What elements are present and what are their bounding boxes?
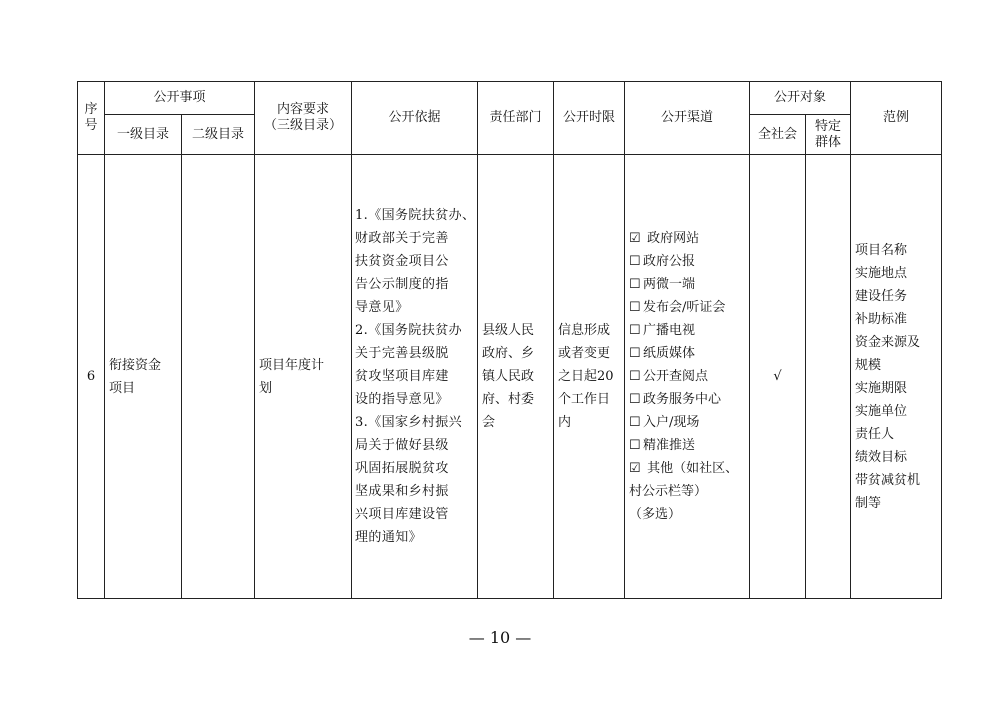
channel-option: ☑ 政府网站 xyxy=(629,227,745,250)
checkbox-icon: ☐ xyxy=(629,369,641,384)
checkbox-icon: ☐ xyxy=(629,323,641,338)
header-level1: 一级目录 xyxy=(105,115,182,155)
checkbox-icon: ☐ xyxy=(629,415,641,430)
checkbox-icon: ☐ xyxy=(629,392,641,407)
channel-option: ☐ 精准推送 xyxy=(629,434,745,457)
header-audience-group: 公开对象 xyxy=(750,82,851,115)
header-seq: 序 号 xyxy=(78,82,105,155)
disclosure-table xyxy=(77,81,942,599)
channel-option: ☐ 发布会/听证会 xyxy=(629,296,745,319)
row-channels: ☑ 政府网站 ☐ 政府公报 ☐ 两微一端 ☐ 发布会/听证会 ☐ 广播电视 ☐ 纸质媒体 ☐ 公开查阅点 ☐ 政务服务中心 ☐ 入户/现场 ☐ 精准推送 ☑ 其他（如社区、 村公示栏等） （多选） xyxy=(625,155,750,599)
checked-box-icon: ☑ xyxy=(629,461,641,476)
channel-option: ☐ 入户/现场 xyxy=(629,411,745,434)
row-seq: 6 xyxy=(78,155,105,599)
channel-option: ☑ 其他（如社区、 xyxy=(629,457,745,480)
header-examples: 范例 xyxy=(851,82,942,155)
row-basis: 1.《国务院扶贫办、 财政部关于完善 扶贫资金项目公 告公示制度的指 导意见》 2.《国务院扶贫办 关于完善县级脱 贫攻坚项目库建 设的指导意见》 3.《国家乡村振兴 局关于做好县级 巩固拓展脱贫攻 坚成果和乡村振 兴项目库建设管 理的通知》 xyxy=(352,155,478,599)
channel-option: ☐ 两微一端 xyxy=(629,273,745,296)
header-channels: 公开渠道 xyxy=(625,82,750,155)
row-level2 xyxy=(182,155,255,599)
checkbox-icon: ☐ xyxy=(629,277,641,292)
header-time-limit: 公开时限 xyxy=(554,82,625,155)
checkbox-icon: ☐ xyxy=(629,346,641,361)
row-level1: 衔接资金 项目 xyxy=(105,155,182,599)
row-content: 项目年度计 划 xyxy=(255,155,352,599)
row-dept: 县级人民 政府、乡 镇人民政 府、村委 会 xyxy=(478,155,554,599)
checkbox-icon: ☐ xyxy=(629,438,641,453)
header-dept: 责任部门 xyxy=(478,82,554,155)
row-time-limit: 信息形成 或者变更 之日起20 个工作日 内 xyxy=(554,155,625,599)
header-content-req: 内容要求 （三级目录） xyxy=(255,82,352,155)
header-all-society: 全社会 xyxy=(750,115,806,155)
channel-option: ☐ 纸质媒体 xyxy=(629,342,745,365)
row-specific-group xyxy=(806,155,851,599)
row-examples: 项目名称 实施地点 建设任务 补助标准 资金来源及 规模 实施期限 实施单位 责任人 绩效目标 带贫减贫机 制等 xyxy=(851,155,942,599)
channel-option: ☐ 广播电视 xyxy=(629,319,745,342)
header-level2: 二级目录 xyxy=(182,115,255,155)
header-specific-group: 特定 群体 xyxy=(806,115,851,155)
checkbox-icon: ☐ xyxy=(629,254,641,269)
header-matter-group: 公开事项 xyxy=(105,82,255,115)
channel-option: ☐ 政府公报 xyxy=(629,250,745,273)
channel-option: ☐ 政务服务中心 xyxy=(629,388,745,411)
checkbox-icon: ☐ xyxy=(629,300,641,315)
checked-box-icon: ☑ xyxy=(629,231,641,246)
header-basis: 公开依据 xyxy=(352,82,478,155)
channel-option: ☐ 公开查阅点 xyxy=(629,365,745,388)
row-all-society: √ xyxy=(750,155,806,599)
page-number: — 10 — xyxy=(468,628,532,647)
